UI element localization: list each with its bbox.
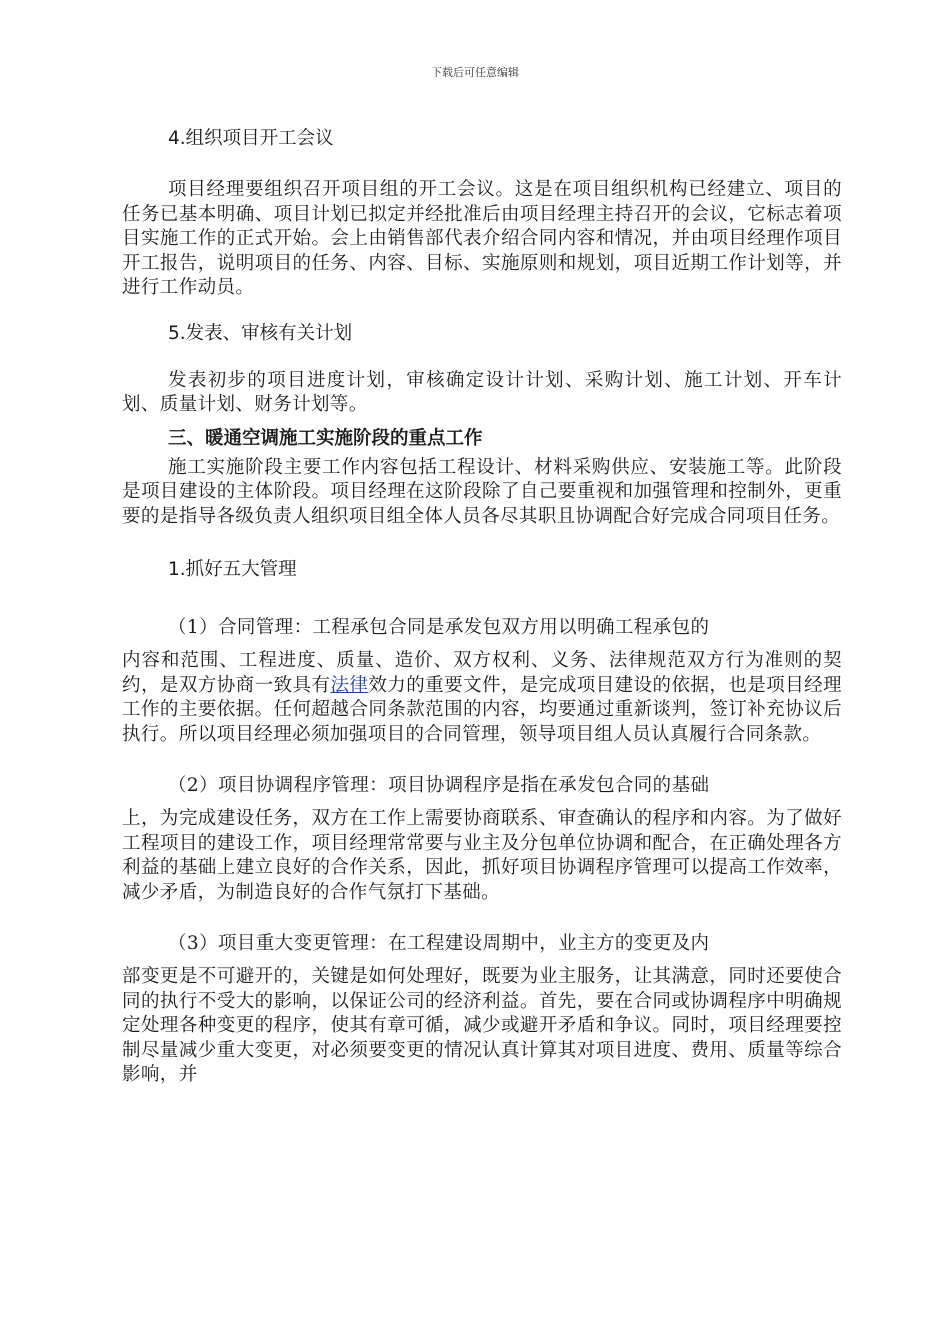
item-2-lead: （2）项目协调程序管理：项目协调程序是指在承发包合同的基础 (168, 775, 710, 796)
section-title-3: 三、暖通空调施工实施阶段的重点工作 (168, 427, 483, 449)
item-1-text-b: 效力的重要文件，是完成项目建设的依据，也是项目经理工作的主要依据。任何超越合同条款范围的内容，均要通过重新谈判，签订补充协议后执行。所以项目经理必须加强项目的合同管理，领导项目组人员认真履行合同条款。 (122, 674, 842, 745)
header-note: 下载后可任意编辑 (431, 66, 519, 79)
document-body (122, 122, 842, 1088)
paragraph-section-3: 施工实施阶段主要工作内容包括工程设计、材料采购供应、安装施工等。此阶段是项目建设的主体阶段。项目经理在这阶段除了自己要重视和加强管理和控制外，更重要的是指导各级负责人组织项目组全体人员各尽其职且协调配合好完成合同项目任务。 (122, 456, 842, 527)
paragraph-5: 发表初步的项目进度计划，审核确定设计计划、采购计划、施工计划、开车计划、质量计划、财务计划等。 (122, 369, 842, 415)
item-3-lead: （3）项目重大变更管理：在工程建设周期中，业主方的变更及内 (168, 933, 710, 954)
item-1-lead: （1）合同管理：工程承包合同是承发包双方用以明确工程承包的 (168, 617, 710, 638)
item-2-body: 上，为完成建设任务，双方在工作上需要协商联系、审查确认的程序和内容。为了做好工程项目的建设工作，项目经理常常要与业主及分包单位协调和配合，在正确处理各方利益的基础上建立良好的合作关系，因此，抓好项目协调程序管理可以提高工作效率，减少矛盾，为制造良好的合作气氛打下基础。 (122, 808, 842, 903)
item-1-body (122, 649, 842, 747)
heading-4: 4.组织项目开工会议 (168, 128, 334, 149)
item-1-text-a: 内容和范围、工程进度、质量、造价、双方权利、义务、法律规范双方行为准则的契约，是双方协商一致具有 (122, 650, 842, 696)
heading-manage: 1.抓好五大管理 (168, 559, 297, 580)
heading-5: 5.发表、审核有关计划 (168, 322, 353, 344)
item-3-body: 部变更是不可避开的，关键是如何处理好，既要为业主服务，让其满意，同时还要使合同的执行不受大的影响，以保证公司的经济利益。首先，要在合同或协调程序中明确规定处理各种变更的程序，使其有章可循，减少或避开矛盾和争议。同时，项目经理要控制尽量减少重大变更，对必须要变更的情况认真计算其对项目进度、费用、质量等综合影响，并 (122, 966, 842, 1085)
law-link[interactable]: 法律 (330, 674, 369, 696)
paragraph-4: 项目经理要组织召开项目组的开工会议。这是在项目组织机构已经建立、项目的任务已基本明确、项目计划已拟定并经批准后由项目经理主持召开的会议，它标志着项目实施工作的正式开始。会上由销售部代表介绍合同内容和情况，并由项目经理作项目开工报告，说明项目的任务、内容、目标、实施原则和规划，项目近期工作计划等，并进行工作动员。 (122, 179, 842, 298)
